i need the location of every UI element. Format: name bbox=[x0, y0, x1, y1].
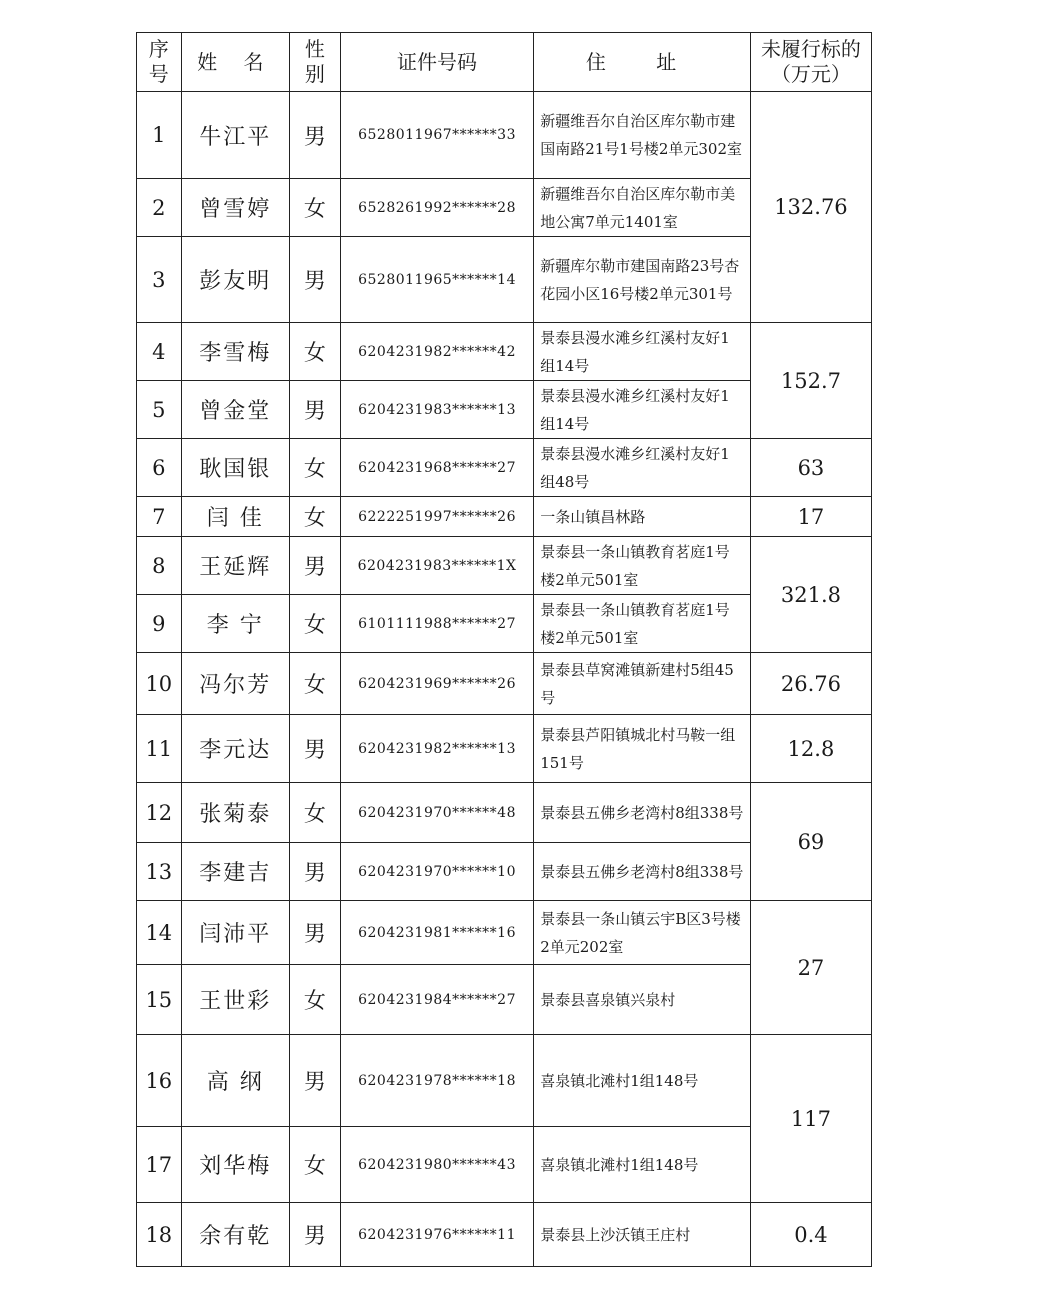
table-row bbox=[137, 1203, 872, 1267]
row-seq: 12 bbox=[137, 783, 182, 843]
row-address: 喜泉镇北滩村1组148号 bbox=[534, 1035, 751, 1127]
row-id: 6204231969******26 bbox=[340, 653, 533, 715]
row-gender: 女 bbox=[289, 965, 340, 1035]
table-row bbox=[137, 653, 872, 715]
row-seq: 2 bbox=[137, 179, 182, 237]
row-name: 耿国银 bbox=[181, 439, 289, 497]
row-id: 6204231980******43 bbox=[340, 1127, 533, 1203]
row-gender: 男 bbox=[289, 1203, 340, 1267]
table-row bbox=[137, 783, 872, 843]
row-gender: 男 bbox=[289, 381, 340, 439]
header-gender: 性别 bbox=[289, 33, 340, 92]
amount-cell: 152.7 bbox=[750, 323, 871, 439]
row-seq: 14 bbox=[137, 901, 182, 965]
row-gender: 女 bbox=[289, 439, 340, 497]
row-gender: 女 bbox=[289, 323, 340, 381]
row-seq: 1 bbox=[137, 92, 182, 179]
row-gender: 女 bbox=[289, 783, 340, 843]
row-name: 王延辉 bbox=[181, 537, 289, 595]
row-id: 6204231976******11 bbox=[340, 1203, 533, 1267]
amount-cell: 12.8 bbox=[750, 715, 871, 783]
row-address: 景泰县漫水滩乡红溪村友好1组14号 bbox=[534, 381, 751, 439]
row-gender: 女 bbox=[289, 653, 340, 715]
row-seq: 18 bbox=[137, 1203, 182, 1267]
row-gender: 男 bbox=[289, 901, 340, 965]
defaulter-table bbox=[136, 32, 872, 1267]
row-gender: 女 bbox=[289, 595, 340, 653]
row-address: 景泰县草窝滩镇新建村5组45号 bbox=[534, 653, 751, 715]
header-seq: 序号 bbox=[137, 33, 182, 92]
row-address: 景泰县漫水滩乡红溪村友好1组48号 bbox=[534, 439, 751, 497]
row-name: 刘华梅 bbox=[181, 1127, 289, 1203]
row-gender: 女 bbox=[289, 179, 340, 237]
header-amount: 未履行标的（万元） bbox=[750, 33, 871, 92]
table-row bbox=[137, 901, 872, 965]
row-address: 景泰县五佛乡老湾村8组338号 bbox=[534, 843, 751, 901]
table-row bbox=[137, 537, 872, 595]
row-name: 李建吉 bbox=[181, 843, 289, 901]
header-address: 住 址 bbox=[534, 33, 751, 92]
row-name: 牛江平 bbox=[181, 92, 289, 179]
row-address: 喜泉镇北滩村1组148号 bbox=[534, 1127, 751, 1203]
row-seq: 11 bbox=[137, 715, 182, 783]
row-seq: 13 bbox=[137, 843, 182, 901]
row-id: 6204231982******42 bbox=[340, 323, 533, 381]
row-gender: 女 bbox=[289, 1127, 340, 1203]
table-row bbox=[137, 323, 872, 381]
row-seq: 15 bbox=[137, 965, 182, 1035]
row-address: 景泰县一条山镇教育茗庭1号楼2单元501室 bbox=[534, 537, 751, 595]
header-name: 姓 名 bbox=[181, 33, 289, 92]
row-seq: 8 bbox=[137, 537, 182, 595]
row-seq: 17 bbox=[137, 1127, 182, 1203]
row-seq: 5 bbox=[137, 381, 182, 439]
amount-cell: 0.4 bbox=[750, 1203, 871, 1267]
row-seq: 6 bbox=[137, 439, 182, 497]
row-name: 闫沛平 bbox=[181, 901, 289, 965]
row-address: 景泰县喜泉镇兴泉村 bbox=[534, 965, 751, 1035]
row-name: 冯尔芳 bbox=[181, 653, 289, 715]
row-id: 6204231983******13 bbox=[340, 381, 533, 439]
row-id: 6528011965******14 bbox=[340, 237, 533, 323]
row-seq: 10 bbox=[137, 653, 182, 715]
row-seq: 16 bbox=[137, 1035, 182, 1127]
row-name: 张菊泰 bbox=[181, 783, 289, 843]
row-gender: 男 bbox=[289, 715, 340, 783]
row-address: 新疆维吾尔自治区库尔勒市美地公寓7单元1401室 bbox=[534, 179, 751, 237]
amount-cell: 27 bbox=[750, 901, 871, 1035]
row-address: 新疆维吾尔自治区库尔勒市建国南路21号1号楼2单元302室 bbox=[534, 92, 751, 179]
row-name: 李 宁 bbox=[181, 595, 289, 653]
amount-cell: 26.76 bbox=[750, 653, 871, 715]
amount-cell: 17 bbox=[750, 497, 871, 537]
row-name: 王世彩 bbox=[181, 965, 289, 1035]
row-name: 曾雪婷 bbox=[181, 179, 289, 237]
row-name: 李雪梅 bbox=[181, 323, 289, 381]
row-address: 景泰县漫水滩乡红溪村友好1组14号 bbox=[534, 323, 751, 381]
header-id: 证件号码 bbox=[340, 33, 533, 92]
amount-cell: 132.76 bbox=[750, 92, 871, 323]
row-id: 6101111988******27 bbox=[340, 595, 533, 653]
amount-cell: 69 bbox=[750, 783, 871, 901]
table-row bbox=[137, 497, 872, 537]
table-row bbox=[137, 1035, 872, 1127]
row-seq: 9 bbox=[137, 595, 182, 653]
row-gender: 男 bbox=[289, 537, 340, 595]
table-row bbox=[137, 715, 872, 783]
row-name: 余有乾 bbox=[181, 1203, 289, 1267]
row-address: 景泰县一条山镇云宇B区3号楼2单元202室 bbox=[534, 901, 751, 965]
row-id: 6204231968******27 bbox=[340, 439, 533, 497]
row-id: 6222251997******26 bbox=[340, 497, 533, 537]
row-address: 景泰县芦阳镇城北村马鞍一组151号 bbox=[534, 715, 751, 783]
row-id: 6204231984******27 bbox=[340, 965, 533, 1035]
row-name: 曾金堂 bbox=[181, 381, 289, 439]
row-id: 6204231983******1X bbox=[340, 537, 533, 595]
row-seq: 3 bbox=[137, 237, 182, 323]
row-id: 6528261992******28 bbox=[340, 179, 533, 237]
row-address: 新疆库尔勒市建国南路23号杏花园小区16号楼2单元301号 bbox=[534, 237, 751, 323]
header-row bbox=[137, 33, 872, 92]
row-id: 6204231982******13 bbox=[340, 715, 533, 783]
row-id: 6204231970******48 bbox=[340, 783, 533, 843]
row-gender: 男 bbox=[289, 1035, 340, 1127]
table-row bbox=[137, 92, 872, 179]
row-id: 6204231970******10 bbox=[340, 843, 533, 901]
row-seq: 4 bbox=[137, 323, 182, 381]
row-name: 李元达 bbox=[181, 715, 289, 783]
row-address: 景泰县五佛乡老湾村8组338号 bbox=[534, 783, 751, 843]
row-name: 彭友明 bbox=[181, 237, 289, 323]
row-id: 6204231981******16 bbox=[340, 901, 533, 965]
row-address: 景泰县一条山镇教育茗庭1号楼2单元501室 bbox=[534, 595, 751, 653]
row-name: 闫 佳 bbox=[181, 497, 289, 537]
row-id: 6204231978******18 bbox=[340, 1035, 533, 1127]
row-id: 6528011967******33 bbox=[340, 92, 533, 179]
row-seq: 7 bbox=[137, 497, 182, 537]
row-gender: 女 bbox=[289, 497, 340, 537]
row-gender: 男 bbox=[289, 237, 340, 323]
amount-cell: 321.8 bbox=[750, 537, 871, 653]
row-gender: 男 bbox=[289, 843, 340, 901]
row-gender: 男 bbox=[289, 92, 340, 179]
amount-cell: 117 bbox=[750, 1035, 871, 1203]
row-address: 一条山镇昌林路 bbox=[534, 497, 751, 537]
amount-cell: 63 bbox=[750, 439, 871, 497]
row-address: 景泰县上沙沃镇王庄村 bbox=[534, 1203, 751, 1267]
row-name: 高 纲 bbox=[181, 1035, 289, 1127]
table-row bbox=[137, 439, 872, 497]
